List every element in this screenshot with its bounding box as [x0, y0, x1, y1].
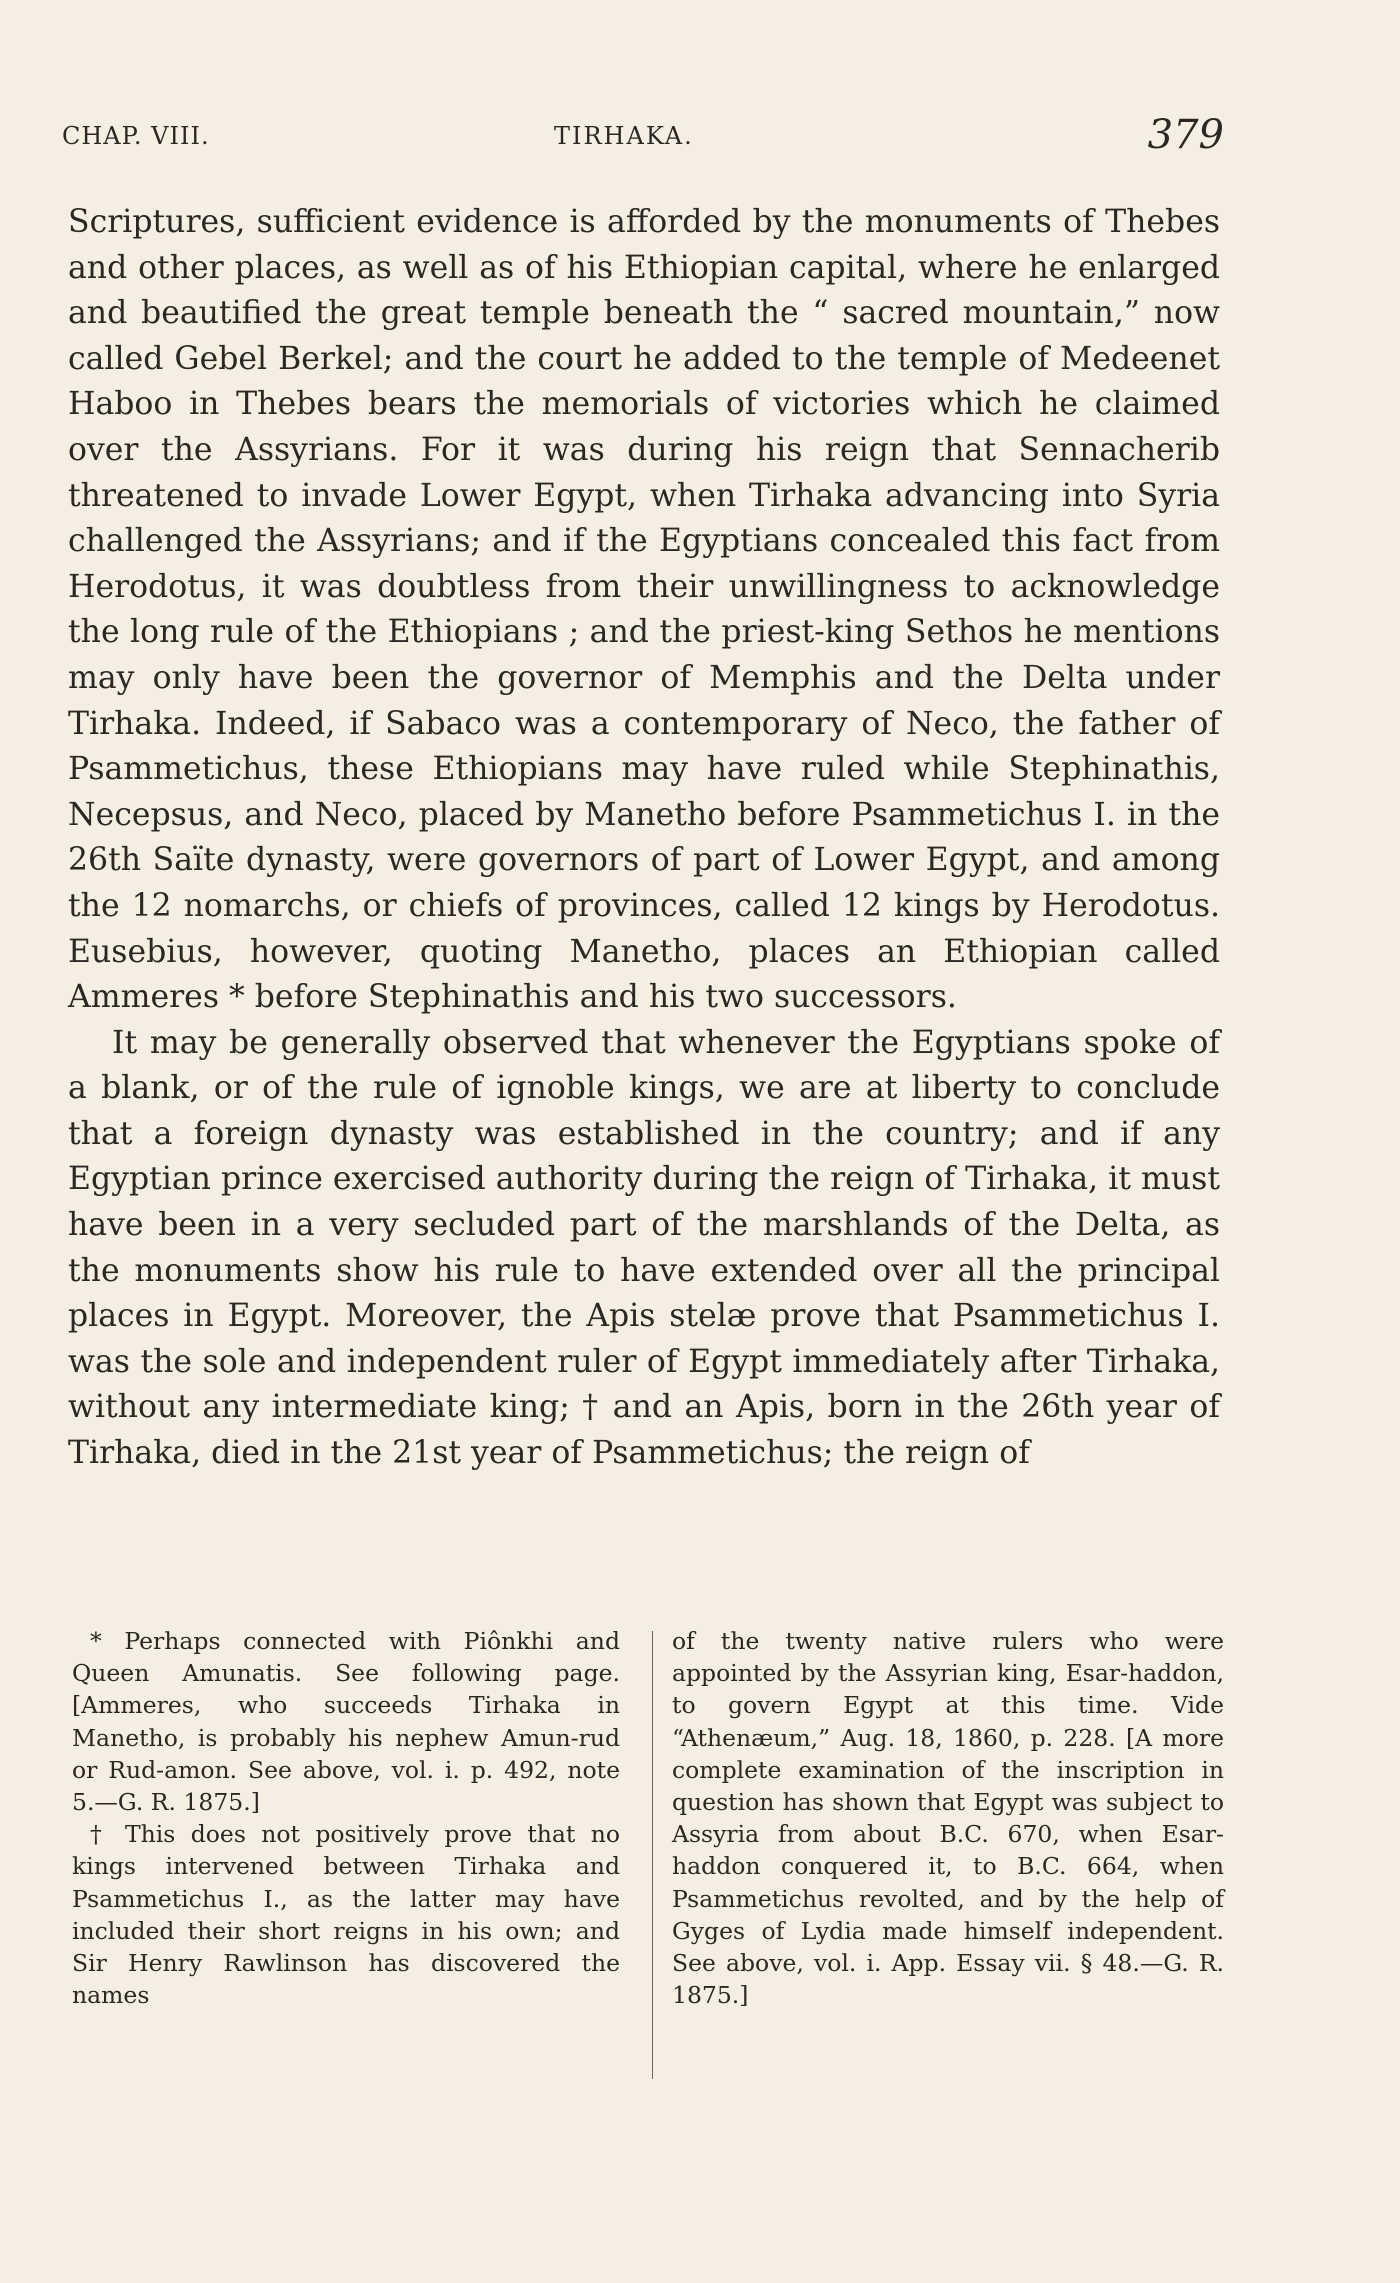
footnote-column-right	[672, 1625, 1224, 2011]
page-number: 379	[1147, 112, 1224, 158]
footnote-column-left	[72, 1625, 620, 2011]
main-text	[68, 200, 1220, 1477]
footnotes	[72, 1625, 1224, 2075]
column-divider	[652, 1631, 653, 2079]
running-header	[62, 112, 1224, 166]
footnote: † This does not positively prove that no kings intervened between Tirhaka and Psammetichus I., as the latter may have included their short reigns in his own; and Sir Henry Rawlinson has discovered the names	[72, 1820, 620, 2010]
paragraph: It may be generally observed that whenever the Egyptians spoke of a blank, or of the rule of ignoble kings, we are at liberty to conclude that a foreign dynasty was established in the country; and if any Egyptian prince exercised authority during the reign of Tirhaka, it must have been in a very secluded part of the marshlands of the Delta, as the monuments show his rule to have extended over all the principal places in Egypt. Moreover, the Apis stelæ prove that Psammetichus I. was the sole and independent ruler of Egypt immediately after Tirhaka, without any intermediate king; † and an Apis, born in the 26th year of Tirhaka, died in the 21st year of Psammetichus; the reign of	[68, 1024, 1220, 1472]
chapter-label: CHAP. VIII.	[62, 122, 210, 150]
footnote: of the twenty native rulers who were appointed by the Assyrian king, Esar-haddon, to govern Egypt at this time. Vide “Athenæum,” Aug. 18, 1860, p. 228. [A more complete examination of the inscription in question has shown that Egypt was subject to Assyria from about B.C. 670, when Esar-haddon conquered it, to B.C. 664, when Psammetichus revolted, and by the help of Gyges of Lydia made himself independent. See above, vol. i. App. Essay vii. § 48.—G. R. 1875.]	[672, 1627, 1224, 2010]
footnote: * Perhaps connected with Piônkhi and Queen Amunatis. See following page. [Ammeres, who succeeds Tirhaka in Manetho, is probably his nephew Amun-rud or Rud-amon. See above, vol. i. p. 492, note 5.—G. R. 1875.]	[72, 1627, 620, 1817]
paragraph: Scriptures, sufficient evidence is afforded by the monuments of Thebes and other places, as well as of his Ethiopian capital, where he enlarged and beautified the great temple beneath the “ sacred mountain,” now called Gebel Berkel; and the court he added to the temple of Medeenet Haboo in Thebes bears the memorials of victories which he claimed over the Assyrians. For it was during his reign that Sennacherib threatened to invade Lower Egypt, when Tirhaka advancing into Syria challenged the Assyrians; and if the Egyptians concealed this fact from Herodotus, it was doubtless from their unwillingness to acknowledge the long rule of the Ethiopians ; and the priest-king Sethos he mentions may only have been the governor of Memphis and the Delta under Tirhaka. Indeed, if Sabaco was a contemporary of Neco, the father of Psammetichus, these Ethiopians may have ruled while Stephinathis, Necepsus, and Neco, placed by Manetho before Psammetichus I. in the 26th Saïte dynasty, were governors of part of Lower Egypt, and among the 12 nomarchs, or chiefs of provinces, called 12 kings by Herodotus. Eusebius, however, quoting Manetho, places an Ethiopian called Ammeres * before Stephinathis and his two successors.	[68, 204, 1220, 1016]
running-title: TIRHAKA.	[554, 122, 694, 150]
